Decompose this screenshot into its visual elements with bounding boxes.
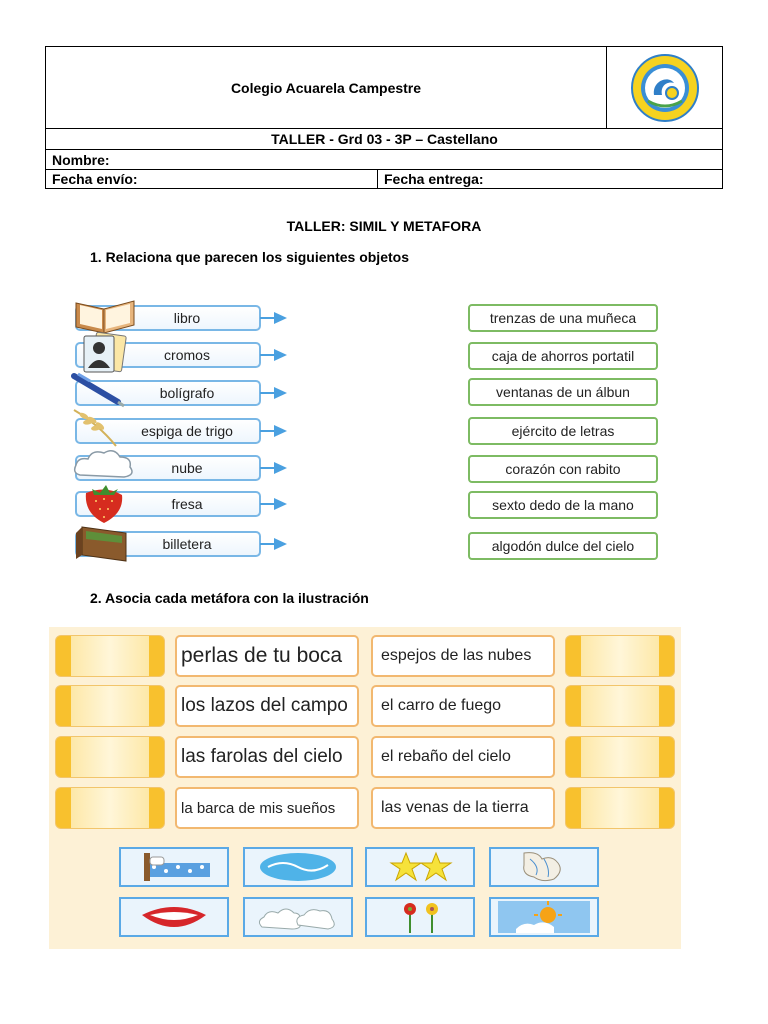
meaning-button[interactable]: trenzas de una muñeca	[468, 304, 658, 332]
metaphor-box[interactable]: las farolas del cielo	[175, 736, 359, 778]
answer-slot[interactable]	[565, 736, 675, 778]
bed-icon[interactable]	[119, 847, 229, 887]
arrow-right-icon	[260, 497, 288, 511]
word-label: libro	[173, 310, 201, 326]
answer-slot[interactable]	[565, 635, 675, 677]
map-icon[interactable]	[489, 847, 599, 887]
arrow-right-icon	[260, 386, 288, 400]
answer-slot[interactable]	[565, 787, 675, 829]
meaning-button[interactable]: algodón dulce del cielo	[468, 532, 658, 560]
meaning-button[interactable]: corazón con rabito	[468, 455, 658, 483]
metaphor-box[interactable]: espejos de las nubes	[371, 635, 555, 677]
meaning-button[interactable]: caja de ahorros portatil	[468, 342, 658, 370]
due-date-label: Fecha entrega:	[384, 171, 484, 187]
flowers-icon[interactable]	[365, 897, 475, 937]
word-label: bolígrafo	[159, 385, 215, 401]
metaphor-exercise	[49, 627, 681, 949]
word-label: cromos	[164, 347, 210, 363]
word-label: espiga de trigo	[141, 423, 233, 439]
meaning-button[interactable]: ejército de letras	[468, 417, 658, 445]
mouth-icon[interactable]	[119, 897, 229, 937]
sun-icon[interactable]	[489, 897, 599, 937]
school-name: Colegio Acuarela Campestre	[46, 47, 607, 129]
question-1: 1. Relaciona que parecen los siguientes objetos	[90, 249, 409, 265]
meaning-button[interactable]: ventanas de un álbun	[468, 378, 658, 406]
word-label: fresa	[171, 496, 203, 512]
metaphor-box[interactable]: las venas de la tierra	[371, 787, 555, 829]
metaphor-box[interactable]: los lazos del campo	[175, 685, 359, 727]
question-2: 2. Asocia cada metáfora con la ilustración	[90, 590, 369, 606]
arrow-right-icon	[260, 424, 288, 438]
answer-slot[interactable]	[55, 685, 165, 727]
metaphor-box[interactable]: la barca de mis sueños	[175, 787, 359, 829]
metaphor-box[interactable]: perlas de tu boca	[175, 635, 359, 677]
water-icon[interactable]	[243, 847, 353, 887]
clouds-icon[interactable]	[243, 897, 353, 937]
name-field-label: Nombre:	[46, 150, 723, 170]
word-label: billetera	[162, 536, 212, 552]
worksheet-title: TALLER: SIMIL Y METAFORA	[286, 218, 482, 234]
school-logo	[607, 47, 723, 129]
word-label: nube	[171, 460, 203, 476]
send-date-label: Fecha envío:	[46, 170, 378, 189]
answer-slot[interactable]	[55, 736, 165, 778]
school-logo-icon	[630, 53, 700, 123]
arrow-right-icon	[260, 461, 288, 475]
answer-slot[interactable]	[565, 685, 675, 727]
arrow-right-icon	[260, 311, 288, 325]
arrow-right-icon	[260, 537, 288, 551]
wallet-icon	[70, 519, 140, 565]
stars-icon[interactable]	[365, 847, 475, 887]
answer-slot[interactable]	[55, 787, 165, 829]
meaning-button[interactable]: sexto dedo de la mano	[468, 491, 658, 519]
metaphor-box[interactable]: el carro de fuego	[371, 685, 555, 727]
worksheet-subtitle: TALLER - Grd 03 - 3P – Castellano	[46, 129, 723, 150]
arrow-right-icon	[260, 348, 288, 362]
answer-slot[interactable]	[55, 635, 165, 677]
metaphor-box[interactable]: el rebaño del cielo	[371, 736, 555, 778]
header-table	[45, 46, 723, 189]
